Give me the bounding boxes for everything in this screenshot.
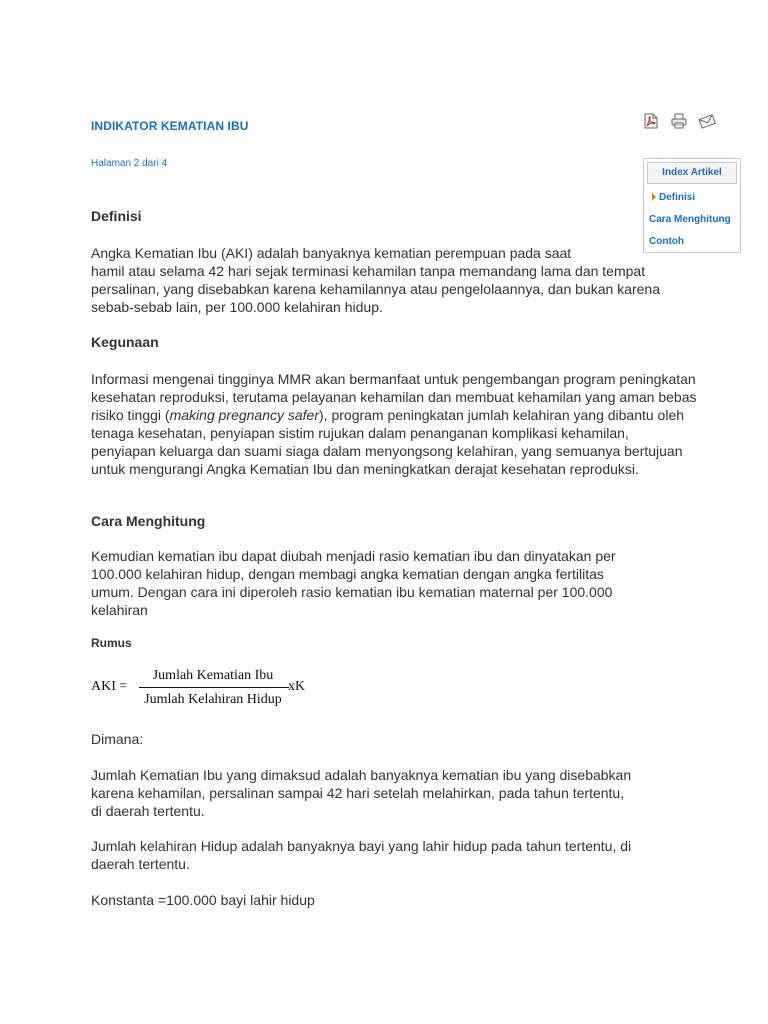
- section-heading-kegunaan: Kegunaan: [91, 334, 159, 350]
- text-line: hamil atau selama 42 hari sejak terminasi kehamilan tanpa memandang lama dan tempat: [91, 263, 646, 279]
- dimana-paragraph-1: [91, 766, 631, 820]
- text-line: umum. Dengan cara ini diperoleh rasio kematian ibu kematian maternal per 100.000: [91, 584, 613, 600]
- text-line: Jumlah Kematian Ibu yang dimaksud adalah banyaknya kematian ibu yang disebabkan: [91, 767, 632, 783]
- dimana-paragraph-2: [91, 837, 631, 873]
- index-item-definisi[interactable]: [644, 187, 740, 209]
- pdf-icon[interactable]: [642, 112, 660, 130]
- text-line: Kemudian kematian ibu dapat diubah menjadi rasio kematian ibu dan dinyatakan per: [91, 548, 616, 564]
- article-index: [643, 158, 741, 253]
- text-line: persalinan, yang disebabkan karena kehamilannya atau pengelolaannya, dan bukan karena: [91, 281, 660, 297]
- arrow-right-icon: [652, 193, 656, 201]
- formula-multiplier: xK: [288, 679, 306, 694]
- print-icon[interactable]: [670, 112, 688, 130]
- text-line: [91, 406, 697, 424]
- formula-denominator: Jumlah Kelahiran Hidup: [144, 692, 282, 707]
- section-heading-cara-menghitung: Cara Menghitung: [91, 513, 206, 529]
- formula-numerator: Jumlah Kematian Ibu: [152, 668, 274, 683]
- article-toolbar: [642, 112, 716, 130]
- index-item-cara-menghitung[interactable]: [644, 209, 740, 231]
- italic-term: making pregnancy safer: [169, 407, 320, 423]
- text-line: untuk mengurangi Angka Kematian Ibu dan meningkatkan derajat kesehatan reproduksi.: [91, 461, 639, 477]
- index-item-label: Definisi: [659, 192, 696, 203]
- text-line: tenaga kesehatan, penyiapan sistim rujukan dalam penanganan komplikasi kehamilan,: [91, 425, 629, 441]
- text-fragment: risiko tinggi (: [91, 407, 170, 423]
- text-line: di daerah tertentu.: [91, 803, 205, 819]
- dimana-label: Dimana:: [91, 731, 144, 747]
- text-line: daerah tertentu.: [91, 856, 190, 872]
- kegunaan-paragraph: [91, 370, 697, 478]
- section-heading-definisi: Definisi: [91, 208, 142, 224]
- text-line: Angka Kematian Ibu (AKI) adalah banyaknya kematian perempuan pada saat: [91, 245, 572, 261]
- text-line: Informasi mengenai tingginya MMR akan bermanfaat untuk pengembangan program peningkatan: [91, 371, 696, 387]
- formula-lhs: AKI =: [91, 679, 128, 694]
- text-fragment: ), program peningkatan jumlah kelahiran yang dibantu oleh: [319, 407, 685, 423]
- fraction-bar: [139, 687, 289, 688]
- index-item-label: Contoh: [649, 236, 684, 247]
- text-line: 100.000 kelahiran hidup, dengan membagi angka kematian dengan angka fertilitas: [91, 566, 604, 582]
- dimana-paragraph-3: Konstanta =100.000 bayi lahir hidup: [91, 892, 315, 908]
- text-line: sebab-sebab lain, per 100.000 kelahiran hidup.: [91, 299, 383, 315]
- cara-paragraph: [91, 547, 616, 619]
- text-line: kesehatan reproduksi, terutama pelayanan kehamilan dan membuat kehamilan yang aman bebas: [91, 389, 697, 405]
- text-line: kelahiran: [91, 602, 148, 618]
- page-title: INDIKATOR KEMATIAN IBU: [91, 119, 249, 133]
- rumus-label: Rumus: [91, 636, 132, 650]
- text-line: karena kehamilan, persalinan sampai 42 hari setelah melahirkan, pada tahun tertentu,: [91, 785, 625, 801]
- text-line: Jumlah kelahiran Hidup adalah banyaknya bayi yang lahir hidup pada tahun tertentu, di: [91, 838, 632, 854]
- text-line: penyiapan keluarga dan suami siaga dalam menyongsong kelahiran, yang semuanya bertujuan: [91, 443, 683, 459]
- page-indicator: Halaman 2 dari 4: [91, 158, 168, 169]
- index-item-label: Cara Menghitung: [649, 214, 731, 225]
- index-header: Index Artikel: [647, 162, 737, 184]
- definisi-paragraph: [91, 244, 660, 316]
- email-icon[interactable]: [698, 112, 716, 130]
